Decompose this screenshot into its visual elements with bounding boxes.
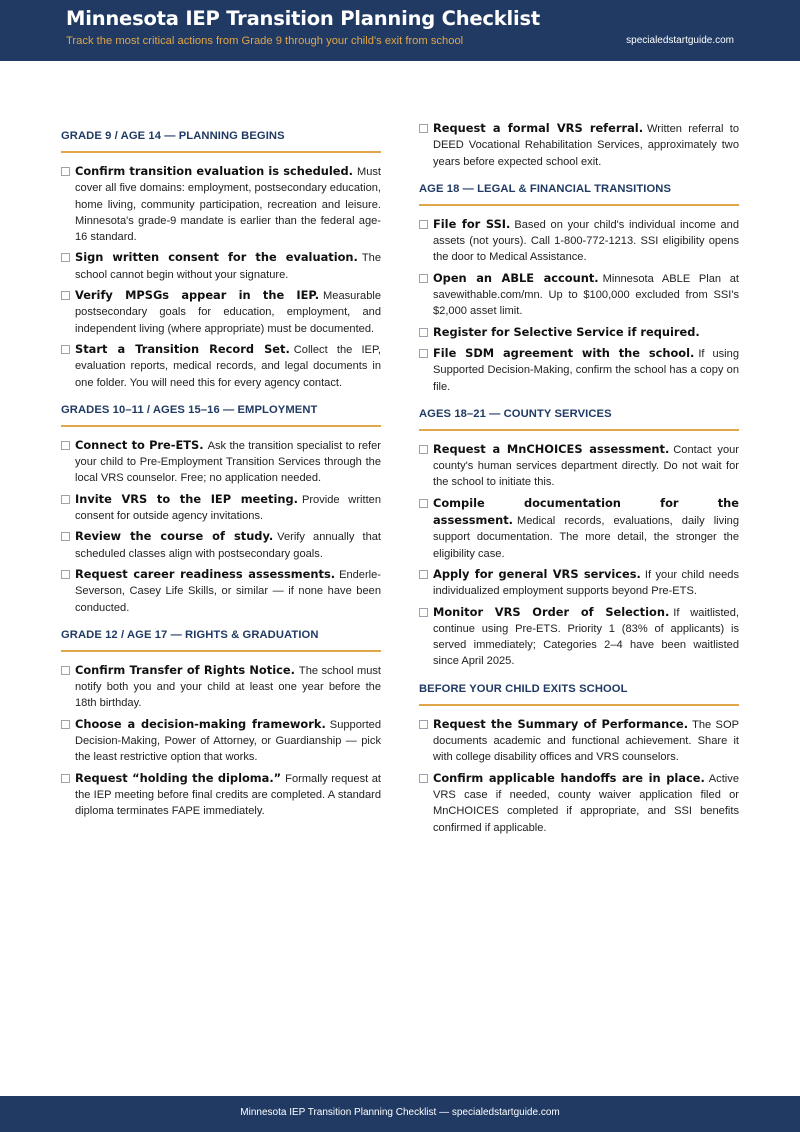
- checklist-item: [419, 566, 739, 600]
- item-title: Request “holding the diploma.”: [75, 770, 282, 785]
- checkbox[interactable]: [419, 499, 428, 508]
- checklist-section: [61, 628, 381, 820]
- item-description: Supported Decision-Making, Power of Attorney, or Guardianship — pick the least restrictive option that works.: [75, 718, 381, 764]
- item-description: If your child needs individualized employment supports beyond Pre-ETS.: [433, 568, 739, 598]
- item-description: Must cover all five domains: employment, postsecondary education, home living, community participation, recreation and leisure. Minnesota's grade-9 mandate is earlier than the federal age-16 standard.: [75, 166, 381, 244]
- checklist-section: [419, 682, 739, 836]
- site-url: specialedstartguide.com: [626, 35, 734, 46]
- checklist-section: [419, 182, 739, 395]
- item-title: File SDM agreement with the school.: [433, 345, 695, 360]
- page-title: Minnesota IEP Transition Planning Checklist: [66, 7, 541, 30]
- checkbox[interactable]: [61, 720, 70, 729]
- item-title: Start a Transition Record Set.: [75, 341, 290, 356]
- item-description: Verify annually that scheduled classes align with postsecondary goals.: [75, 531, 381, 560]
- item-title: Review the course of study.: [75, 529, 274, 544]
- checklist-item: [419, 716, 739, 766]
- section-heading: GRADES 10–11 / AGES 15–16 — EMPLOYMENT: [61, 403, 381, 427]
- item-title: Confirm applicable handoffs are in place.: [433, 770, 705, 785]
- checklist-item: [419, 604, 739, 670]
- checkbox[interactable]: [61, 532, 70, 541]
- item-title: Register for Selective Service if required.: [433, 324, 700, 339]
- item-title: Verify MPSGs appear in the IEP.: [75, 288, 320, 303]
- item-title: Connect to Pre-ETS.: [75, 437, 204, 452]
- checklist-item: [61, 437, 381, 487]
- item-description: The school cannot begin without your signature.: [75, 252, 381, 281]
- checklist-item: [61, 662, 381, 712]
- checkbox[interactable]: [61, 774, 70, 783]
- checklist-item: [419, 770, 739, 836]
- item-description: Based on your child's individual income and assets (not yours). Call 1-800-772-1213. SSI eligibility opens the door to Medical Assistance.: [433, 218, 739, 264]
- item-description: The school must notify both you and your child at least one year before the 18th birthday.: [75, 664, 381, 710]
- section-heading: AGE 18 — LEGAL & FINANCIAL TRANSITIONS: [419, 182, 739, 206]
- checklist-item: [61, 528, 381, 562]
- item-title: Compile documentation for the assessment.: [433, 495, 739, 528]
- item-description: Formally request at the IEP meeting before final credits are completed. A standard diploma terminates FAPE immediately.: [75, 772, 382, 818]
- checkbox[interactable]: [61, 291, 70, 300]
- checklist-item: [419, 324, 739, 341]
- item-description: Provide written consent for outside agency invitations.: [75, 493, 381, 523]
- item-description: Contact your county's human services department directly. Do not wait for the school to initiate this.: [433, 443, 739, 489]
- section-heading: GRADE 9 / AGE 14 — PLANNING BEGINS: [61, 129, 381, 153]
- checkbox[interactable]: [419, 570, 428, 579]
- item-description: Medical records, evaluations, daily living support documentation. The more detail, the stronger the eligibility case.: [433, 515, 739, 560]
- item-title: Open an ABLE account.: [433, 270, 599, 285]
- item-description: The SOP documents academic and functional achievement. Share it with college disability offices and VRS counselors.: [433, 718, 739, 764]
- page-header: [0, 0, 800, 61]
- item-description: If waitlisted, continue using Pre-ETS. Priority 1 (83% of applicants) is served immediately; Categories 2–4 have been waitlisted since April 2025.: [433, 606, 739, 668]
- section-heading: BEFORE YOUR CHILD EXITS SCHOOL: [419, 682, 739, 706]
- checklist-item: [419, 270, 739, 320]
- checklist-section: [61, 403, 381, 616]
- checklist-item: [61, 770, 381, 820]
- left-column: [61, 120, 381, 832]
- section-heading: AGES 18–21 — COUNTY SERVICES: [419, 407, 739, 431]
- item-title: Request career readiness assessments.: [75, 566, 336, 581]
- item-title: Apply for general VRS services.: [433, 566, 641, 581]
- checklist-section: [419, 407, 739, 670]
- checkbox[interactable]: [61, 570, 70, 579]
- checkbox[interactable]: [419, 608, 428, 617]
- item-description: Collect the IEP, evaluation reports, medical records, and legal documents in one folder. You will need this for every agency contact.: [75, 343, 381, 389]
- item-title: Confirm Transfer of Rights Notice.: [75, 662, 295, 677]
- checkbox[interactable]: [61, 253, 70, 262]
- checkbox[interactable]: [419, 220, 428, 229]
- checklist-item: [61, 491, 381, 525]
- item-description: Ask the transition specialist to refer your child to Pre-Employment Transition Services through the local VRS counselor. Free; no application needed.: [75, 439, 382, 485]
- item-title: Choose a decision-making framework.: [75, 716, 326, 731]
- checkbox[interactable]: [419, 274, 428, 283]
- item-title: Request a formal VRS referral.: [433, 121, 644, 135]
- checklist-item: [61, 566, 381, 616]
- checklist-item: [419, 441, 739, 491]
- footer-text: Minnesota IEP Transition Planning Checklist — specialedstartguide.com: [240, 1107, 560, 1118]
- right-column: [419, 120, 739, 848]
- checkbox[interactable]: [419, 124, 428, 133]
- section-heading: GRADE 12 / AGE 17 — RIGHTS & GRADUATION: [61, 628, 381, 652]
- checklist-item: [419, 495, 739, 562]
- item-description: If using Supported Decision-Making, confirm the school has a copy on file.: [433, 347, 739, 393]
- checklist-item: [419, 345, 739, 395]
- item-description: Measurable postsecondary goals for education, employment, and independent living (where appropriate) must be documented.: [75, 290, 381, 335]
- page-footer: [0, 1096, 800, 1132]
- item-title: Request a MnCHOICES assessment.: [433, 441, 670, 456]
- item-description: Written referral to DEED Vocational Rehabilitation Services, approximately two years before expected school exit.: [433, 123, 739, 168]
- item-title: Confirm transition evaluation is scheduled.: [75, 164, 353, 178]
- checklist-item: [61, 249, 381, 283]
- checklist-item: [61, 287, 381, 337]
- item-title: Monitor VRS Order of Selection.: [433, 604, 670, 619]
- checklist-section: [61, 129, 381, 391]
- checkbox[interactable]: [419, 445, 428, 454]
- item-description: Enderle-Severson, Casey Life Skills, or similar — if none have been conducted.: [75, 568, 381, 614]
- item-title: Invite VRS to the IEP meeting.: [75, 491, 298, 506]
- page-subtitle: Track the most critical actions from Grade 9 through your child's exit from school: [66, 35, 464, 47]
- checkbox[interactable]: [419, 774, 428, 783]
- checkbox[interactable]: [61, 345, 70, 354]
- checkbox[interactable]: [61, 495, 70, 504]
- checklist-item: [61, 341, 381, 391]
- checkbox[interactable]: [419, 720, 428, 729]
- checklist-item: [61, 163, 381, 245]
- item-title: Sign written consent for the evaluation.: [75, 250, 358, 265]
- checkbox[interactable]: [419, 349, 428, 358]
- checkbox[interactable]: [419, 328, 428, 337]
- checklist-section: [419, 120, 739, 170]
- checkbox[interactable]: [61, 441, 70, 450]
- item-title: File for SSI.: [433, 216, 511, 231]
- checkbox[interactable]: [61, 167, 70, 176]
- checkbox[interactable]: [61, 666, 70, 675]
- checklist-item: [61, 716, 381, 766]
- item-title: Request the Summary of Performance.: [433, 716, 689, 731]
- checklist-item: [419, 120, 739, 170]
- checklist-item: [419, 216, 739, 266]
- item-description: Active VRS case if needed, county waiver application filed or MnCHOICES completed if appropriate, and SSI benefits confirmed if applicable.: [433, 772, 739, 834]
- item-description: Minnesota ABLE Plan at savewithable.com/mn. Up to $100,000 excluded from SSI's $2,000 asset limit.: [433, 272, 739, 318]
